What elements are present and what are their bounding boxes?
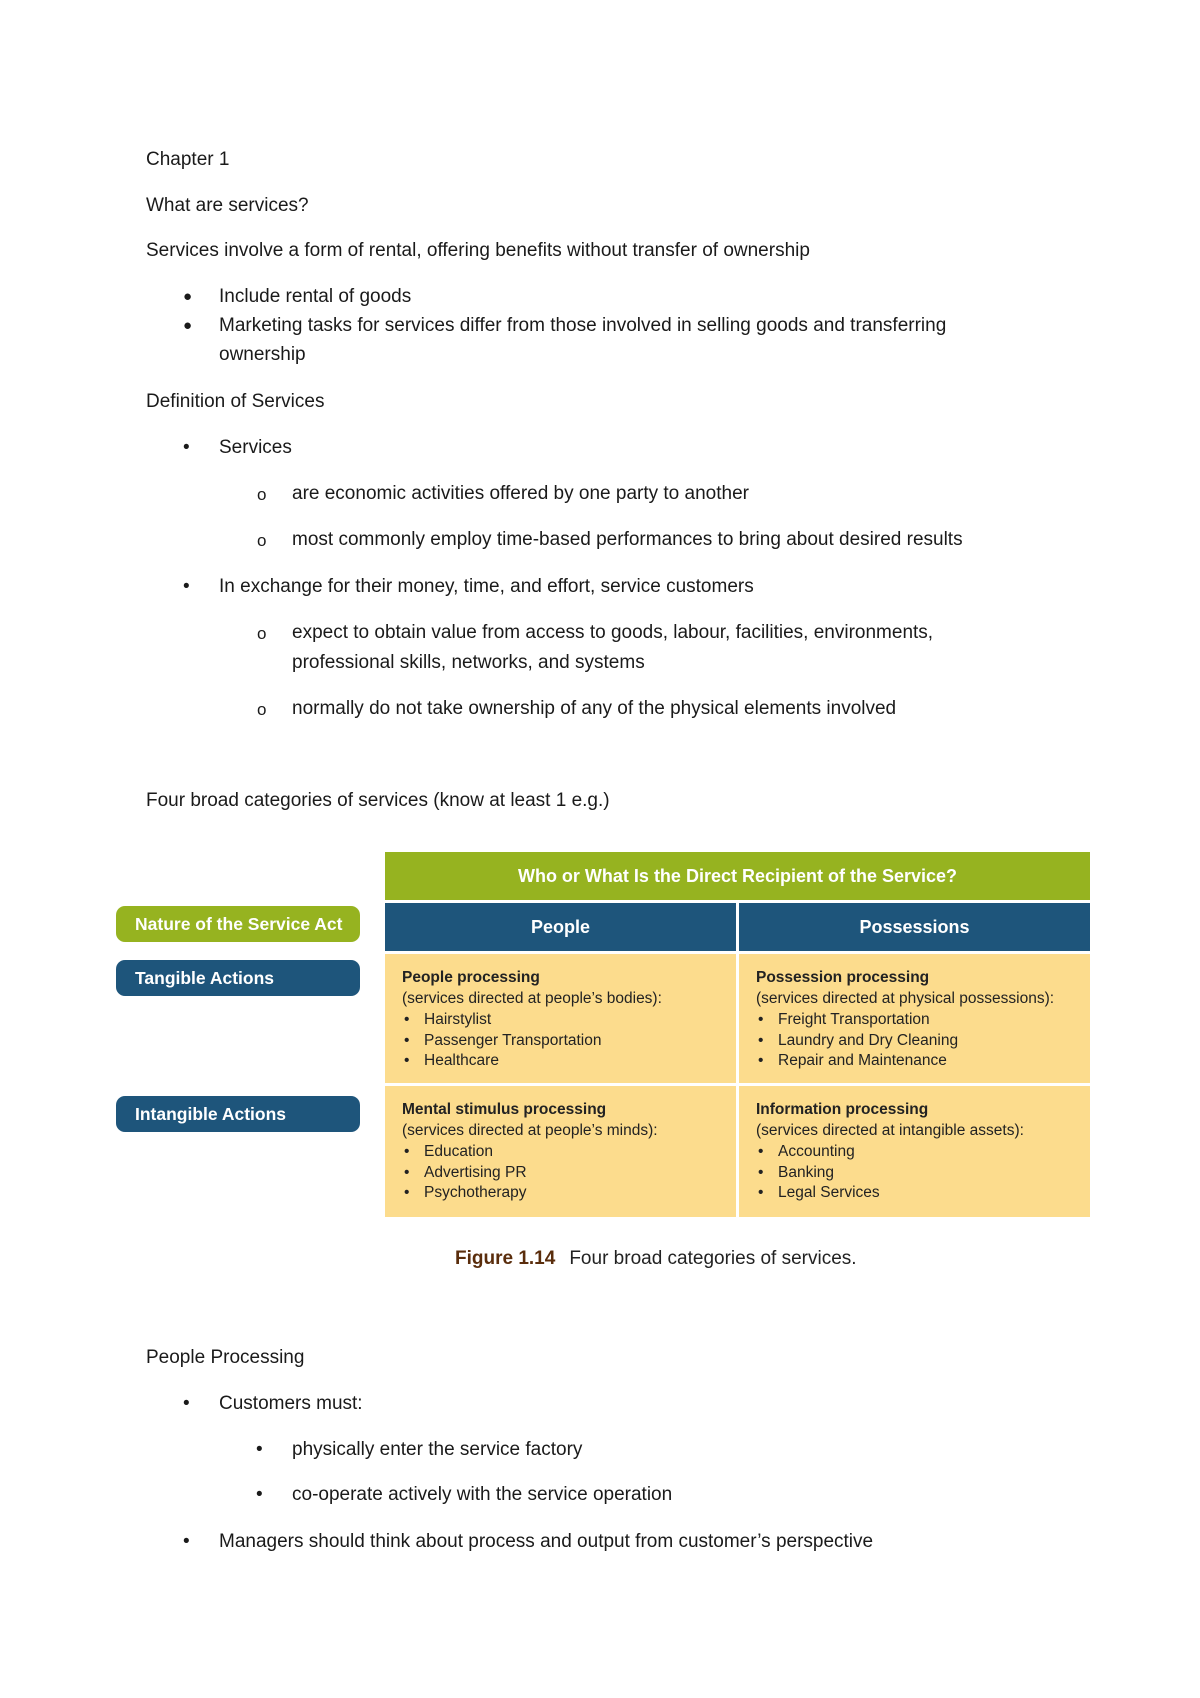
list-item: • Education xyxy=(402,1142,736,1163)
sub-bullet-item: most commonly employ time-based performances to bring about desired results xyxy=(292,529,963,550)
bullet-item: Services xyxy=(219,437,292,458)
people-processing-heading: People Processing xyxy=(146,1347,305,1368)
sub-bullet-marker: o xyxy=(257,485,267,504)
intro-line: Services involve a form of rental, offering benefits without transfer of ownership xyxy=(146,240,810,261)
cell-possession-processing xyxy=(739,954,1090,1083)
sub-bullet-item: expect to obtain value from access to goods, labour, facilities, environments, xyxy=(292,622,934,643)
sub-bullet-marker: o xyxy=(257,531,267,550)
list-item: • Advertising PR xyxy=(402,1163,736,1184)
question-heading: What are services? xyxy=(146,195,309,216)
bullet-item: Managers should think about process and output from customer’s perspective xyxy=(219,1531,874,1552)
bullet-item-continued: ownership xyxy=(219,344,306,365)
cell-subtitle: (services directed at physical possessions): xyxy=(756,989,1055,1007)
figure-header: Who or What Is the Direct Recipient of the Service? xyxy=(385,852,1090,900)
cell-people-processing xyxy=(385,954,736,1083)
sub-bullet-item: are economic activities offered by one party to another xyxy=(292,483,749,504)
sub-bullet-item: co-operate actively with the service operation xyxy=(292,1484,673,1505)
list-item: • Laundry and Dry Cleaning xyxy=(756,1031,1090,1052)
definition-heading: Definition of Services xyxy=(146,391,325,412)
cell-title: Possession processing xyxy=(756,969,930,986)
sub-bullet-marker: o xyxy=(257,624,267,643)
list-item: • Legal Services xyxy=(756,1183,1090,1204)
bullet-marker: ● xyxy=(183,288,193,305)
bullet-marker: • xyxy=(183,1393,190,1414)
bullet-marker: • xyxy=(183,437,190,458)
row-label-tangible-actions: Tangible Actions xyxy=(116,960,360,996)
figure-caption xyxy=(455,1248,857,1270)
column-header-possessions: Possessions xyxy=(739,903,1090,951)
bullet-item: Include rental of goods xyxy=(219,286,412,307)
list-item: • Banking xyxy=(756,1163,1090,1184)
list-item: • Freight Transportation xyxy=(756,1010,1090,1031)
sub-bullet-item: physically enter the service factory xyxy=(292,1439,583,1460)
bullet-item: Marketing tasks for services differ from those involved in selling goods and transferring xyxy=(219,315,947,336)
list-item: • Passenger Transportation xyxy=(402,1031,736,1052)
four-categories-heading: Four broad categories of services (know at least 1 e.g.) xyxy=(146,790,610,811)
bullet-item: In exchange for their money, time, and effort, service customers xyxy=(219,576,754,597)
bullet-marker: ● xyxy=(183,317,193,334)
sub-bullet-item: normally do not take ownership of any of the physical elements involved xyxy=(292,698,897,719)
sub-bullet-marker: o xyxy=(257,700,267,719)
chapter-heading: Chapter 1 xyxy=(146,149,230,170)
figure-caption-text: Four broad categories of services. xyxy=(569,1248,857,1269)
cell-title: Information processing xyxy=(756,1101,929,1118)
bullet-marker: • xyxy=(183,576,190,597)
cell-information-processing xyxy=(739,1086,1090,1217)
bullet-item: Customers must: xyxy=(219,1393,363,1414)
sub-bullet-marker: • xyxy=(256,1439,263,1460)
sub-bullet-marker: • xyxy=(256,1484,263,1505)
column-header-people: People xyxy=(385,903,736,951)
cell-subtitle: (services directed at intangible assets): xyxy=(756,1121,1024,1139)
list-item: • Psychotherapy xyxy=(402,1183,736,1204)
cell-subtitle: (services directed at people’s minds): xyxy=(402,1121,658,1139)
row-label-intangible-actions: Intangible Actions xyxy=(116,1096,360,1132)
list-item: • Healthcare xyxy=(402,1051,736,1072)
nature-of-service-act-label: Nature of the Service Act xyxy=(116,906,360,942)
list-item: • Repair and Maintenance xyxy=(756,1051,1090,1072)
list-item: • Hairstylist xyxy=(402,1010,736,1031)
sub-bullet-item-continued: professional skills, networks, and systems xyxy=(292,652,645,673)
cell-mental-stimulus-processing xyxy=(385,1086,736,1217)
list-item: • Accounting xyxy=(756,1142,1090,1163)
cell-title: People processing xyxy=(402,969,540,986)
bullet-marker: • xyxy=(183,1531,190,1552)
cell-title: Mental stimulus processing xyxy=(402,1101,607,1118)
figure-number: Figure 1.14 xyxy=(455,1248,556,1269)
cell-subtitle: (services directed at people’s bodies): xyxy=(402,989,662,1007)
